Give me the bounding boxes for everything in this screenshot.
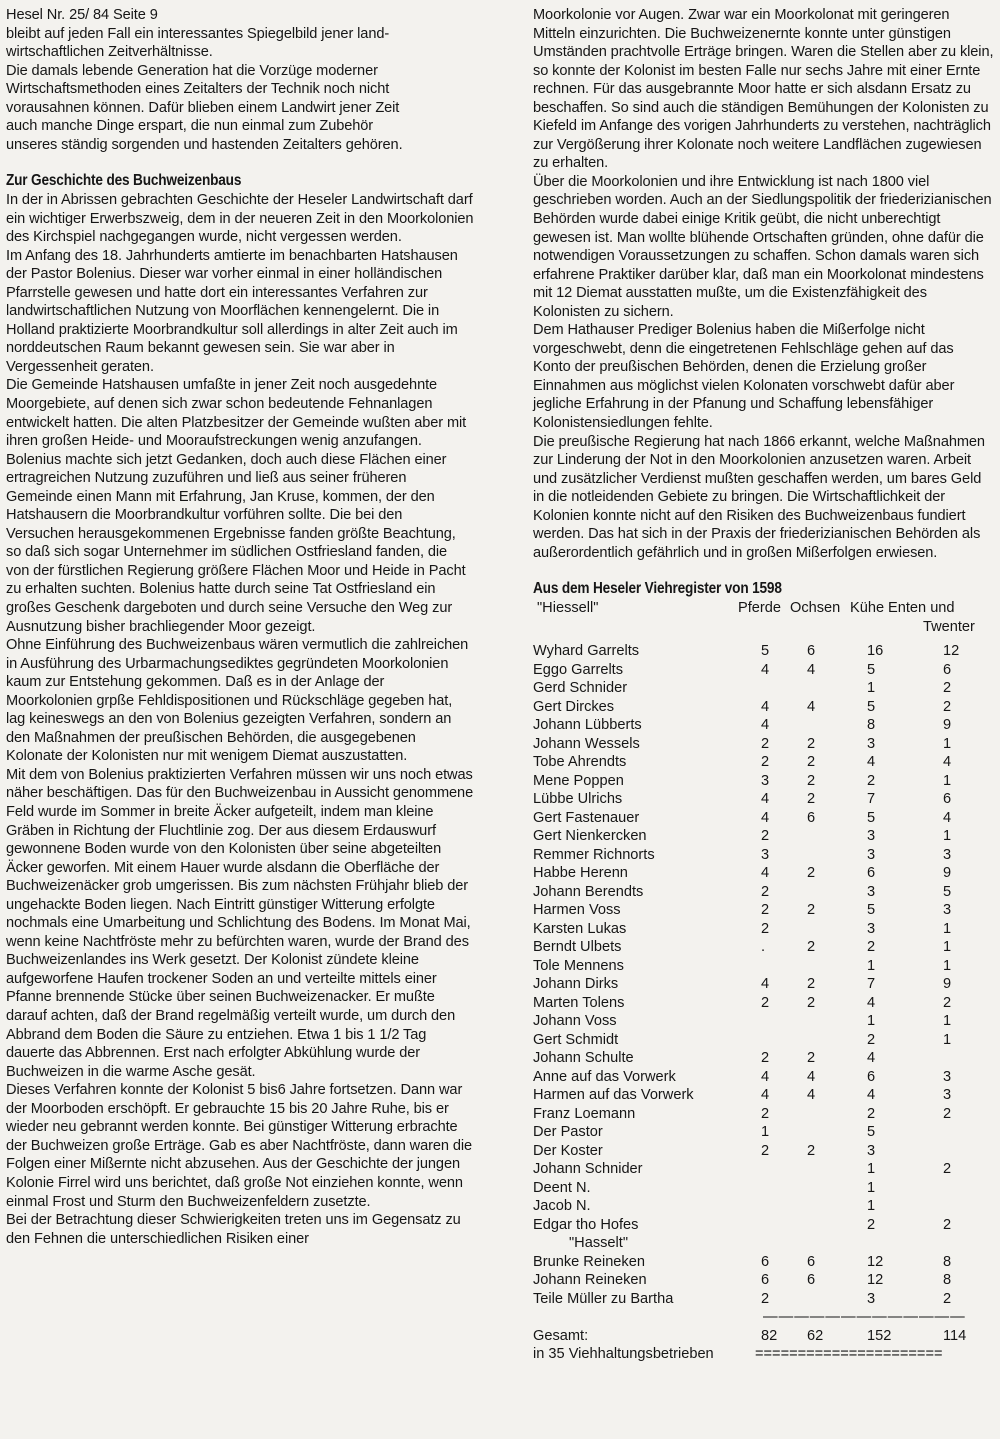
register-ochsen: 2	[807, 976, 816, 992]
register-name: Gert Nienkercken	[533, 828, 647, 844]
register-row	[533, 735, 983, 754]
register-pferde: 2	[761, 883, 770, 900]
register-kuehe: 4	[867, 1050, 876, 1066]
register-ochsen	[799, 1031, 853, 1050]
register-totals	[533, 1308, 995, 1364]
register-row	[533, 975, 983, 994]
register-pferde: 2	[761, 1105, 770, 1122]
register-row	[533, 1253, 983, 1272]
page-header: Hesel Nr. 25/ 84 Seite 9	[6, 7, 158, 23]
register-enten: 2	[943, 1216, 952, 1233]
register-pferde: .	[761, 939, 766, 955]
register-pferde: 3	[761, 772, 770, 789]
register-kuehe: 1	[867, 1013, 876, 1029]
register-ochsen: 2	[807, 994, 816, 1011]
paragraph: Die Gemeinde Hatshausen umfaßte in jener Zeit noch ausgedehnte Moorgebiete, auf denen sich zwar schon bedeutende Fehnanlagen entwickelt hatten. Die alten Platzbesitzer der Gemeinde wußten aber mit ihren großen Heide- und Mooraufstreckungen wenig anzufangen.	[6, 377, 467, 450]
register-name: Berndt Ulbets	[533, 939, 622, 955]
register-pferde	[755, 1031, 799, 1050]
paragraph: Moorkolonie vor Augen. Zwar war ein Moorkolonat mit geringeren Mitteln einzurichten. Die Buchweizenernte konnte unter günstigen Umständen prachtvolle Erträge bringen. Waren die Stellen aber zu klein, so konnte der Kolonist im besten Falle nur sechs Jahre mit einer Ernte rechnen. Für das ausgebrannte Moor hatte er sich alsdann Ersatz zu beschaffen. So sind auch die ständigen Bemühungen der Kolonisten zu Kiefeld im Anfange des vorigen Jahrhunderts zu verstehen, nachträglich zur Vergößerung ihrer Kolonate noch weitere Landflächen zugewiesen zu erhalten.	[533, 7, 994, 172]
register-kuehe: 4	[867, 1087, 876, 1103]
register-enten	[935, 1142, 983, 1161]
register-name: Karsten Lukas	[533, 920, 627, 937]
register-enten: 9	[943, 865, 952, 881]
register-kuehe: 3	[867, 920, 876, 937]
register-ochsen: 6	[807, 643, 816, 659]
register-kuehe: 5	[867, 698, 876, 715]
register-row	[533, 1105, 983, 1124]
register-kuehe: 2	[867, 772, 876, 789]
paragraph: Mit dem von Bolenius praktizierten Verfahren müssen wir uns noch etwas näher beschäftigen. Das für den Buchweizenbau in Aussicht genommene Feld wurde im Sommer in breite Äcker aufgeteilt, indem man kleine Gräben in Richtung der Fluchtlinie zog. Der aus diesem Erdauswurf gewonnene Boden wurde von den Kolonisten über seine abgeteilten Äcker geworfen. Mit einem Hauer wurde alsdann die Oberfläche der Buchweizenäcker grob umgerissen. Bis zum nächsten Frühjahr blieb der ungehackte Boden liegen. Nach Eintritt günstiger Witterung erfolgte nochmals eine Umarbeitung und Schlichtung des Bodens. Im Monat Mai, wenn keine Nachtfröste mehr zu befürchten waren, wurde der Brand des Buchweizenlandes ins Werk gesetzt. Der Kolonist zündete kleine aufgeworfene Haufen trockener Soden an und verteilte mittels einer Pfanne brennende Stücke über seinen Buchweizenacker. Er mußte darauf achten, daß der Brand regelmäßig verteilt wurde, um durch den Abbrand dem Boden die Säure zu entziehen. Etwa 1 bis 1 1/2 Tag dauerte das Abbrennen. Erst nach erfolgter Abkühlung wurde der Buchweizen in die warme Asche gesät.	[6, 766, 474, 1080]
register-pferde: 2	[761, 902, 770, 918]
register-ochsen	[799, 883, 853, 902]
register-kuehe: 7	[867, 791, 876, 807]
register-ochsen: 2	[807, 1142, 816, 1159]
total-enten: 114	[943, 1327, 967, 1344]
register-name: Der Koster	[533, 1142, 603, 1159]
register-kuehe: 3	[867, 1290, 876, 1307]
register-pferde: 1	[761, 1124, 770, 1140]
register-ochsen	[799, 716, 853, 735]
register-pferde	[755, 1160, 799, 1179]
register-name: Gerd Schnider	[533, 680, 628, 696]
register-name: Wyhard Garrelts	[533, 643, 640, 659]
register-name: Johann Voss	[533, 1013, 617, 1029]
register-kuehe: 1	[867, 680, 876, 696]
register-enten: 3	[943, 1087, 952, 1103]
paragraph: In der in Abrissen gebrachten Geschichte der Heseler Landwirtschaft darf ein wichtiger Erwerbszweig, dem in der neueren Zeit in den Moorkolonien des Kirchspiel nachgegangen wurde, nicht vergessen werden.	[6, 191, 474, 246]
register-ochsen: 2	[807, 902, 816, 918]
register-row	[533, 1031, 983, 1050]
register-ochsen: 4	[807, 661, 816, 678]
register-pferde: 2	[761, 828, 770, 844]
register-enten: 3	[943, 1068, 952, 1085]
intro-line: vorausahnen können. Dafür blieben einem Landwirt jener Zeit	[6, 99, 400, 116]
register-row	[533, 1197, 983, 1216]
register-name: Johann Dirks	[533, 976, 619, 992]
register-row	[533, 1123, 983, 1142]
register-name: Lübbe Ulrichs	[533, 791, 623, 807]
total-pferde: 82	[761, 1327, 778, 1344]
register-ochsen	[799, 1216, 853, 1235]
register-enten: 8	[943, 1253, 952, 1270]
register-enten	[935, 1197, 983, 1216]
register-kuehe: 5	[867, 902, 876, 918]
register-enten: 1	[943, 1013, 952, 1029]
paragraph: Bei der Betrachtung dieser Schwierigkeiten treten uns im Gegensatz zu den Fehnen die unterschiedlichen Risiken einer	[6, 1212, 461, 1247]
register-kuehe: 2	[867, 1031, 876, 1048]
total-ochsen: 62	[807, 1327, 824, 1344]
register-name: Johann Wessels	[533, 735, 640, 752]
register-ochsen: 2	[807, 865, 816, 881]
register-table	[533, 642, 983, 1308]
register-kuehe: 3	[867, 1142, 876, 1159]
register-kuehe: 1	[867, 957, 876, 974]
register-name: Teile Müller zu Bartha	[533, 1290, 674, 1307]
register-name: Johann Reineken	[533, 1272, 647, 1288]
register-row	[533, 716, 983, 735]
register-kuehe: 12	[867, 1272, 884, 1288]
register-row	[533, 1160, 983, 1179]
column-header-enten: Enten und	[888, 600, 955, 616]
register-pferde: 3	[761, 846, 770, 863]
register-row	[533, 901, 983, 920]
register-name: Harmen auf das Vorwerk	[533, 1087, 694, 1103]
register-ochsen: 4	[807, 1087, 816, 1103]
register-ochsen: 2	[807, 735, 816, 752]
register-pferde	[755, 1216, 799, 1235]
register-row	[533, 642, 983, 661]
register-enten: 1	[943, 1031, 952, 1048]
register-enten: 2	[943, 698, 952, 715]
register-enten: 2	[943, 1290, 952, 1307]
register-row	[533, 1012, 983, 1031]
register-enten: 4	[943, 809, 952, 826]
paragraph: Dieses Verfahren konnte der Kolonist 5 bis6 Jahre fortsetzen. Dann war der Moorboden erschöpft. Er gebrauchte 15 bis 20 Jahre Ruhe, bis er wieder neu gebrannt werden konnte. Bei günstiger Witterung erbrachte der Buchweizen große Erträge. Gab es aber Nachtfröste, dann waren die Folgen einer Mißernte nicht abzusehen. Aus der Geschichte der jungen Kolonie Firrel wird uns berichtet, daß große Not einziehen konnte, wenn einmal Frost und Sturm den Buchweizenfeldern zusetzte.	[6, 1082, 473, 1210]
register-ochsen: 2	[807, 791, 816, 807]
register-name: Tole Mennens	[533, 957, 624, 974]
register-row	[533, 957, 983, 976]
register-kuehe: 12	[867, 1253, 884, 1270]
register-enten: 1	[943, 772, 952, 789]
register-enten	[935, 1049, 983, 1068]
register-ochsen	[799, 920, 853, 939]
register-ochsen: 2	[807, 1050, 816, 1066]
register-kuehe: 2	[867, 939, 876, 955]
register-enten	[935, 1123, 983, 1142]
register-kuehe: 5	[867, 661, 876, 678]
register-kuehe: 7	[867, 976, 876, 992]
register-row	[533, 753, 983, 772]
register-pferde: 2	[761, 1142, 770, 1159]
register-name: Johann Berendts	[533, 883, 644, 900]
register-enten: 3	[943, 902, 952, 918]
register-pferde: 4	[761, 661, 770, 678]
register-kuehe: 3	[867, 883, 876, 900]
register-name: Eggo Garrelts	[533, 661, 624, 678]
column-header-ochsen: Ochsen	[790, 600, 841, 616]
register-pferde	[755, 1197, 799, 1216]
paragraph: Über die Moorkolonien und ihre Entwicklung ist nach 1800 viel geschrieben worden. Auch an der Siedlungspolitik der friederizianischen Behörden wurde dabei einige Kritik geübt, die nicht unberechtigt gewesen ist. Man wollte blühende Ortschaften gründen, ohne dafür die notwendigen Voraussetzungen zu schaffen. Schon damals waren sich erfahrene Praktiker darüber klar, daß man ein Moorkolonat mindestens mit 12 Diemat ausstatten mußte, um die Existenzfähigkeit des Kolonisten zu sichern.	[533, 173, 992, 320]
register-enten: 6	[943, 661, 952, 678]
column-header-kuehe: Kühe	[850, 600, 885, 616]
paragraph: Dem Hathauser Prediger Bolenius haben die Mißerfolge nicht vorgeschwebt, denn die eingetretenen Fehlschläge gehen auf das Konto der preußischen Behörden, denen die Erzielung großer Einnahmen aus möglichst vielen Kolonaten vorschwebt dafür aber jegliche Erfahrung in der Pfanung und Schaffung lebensfähiger Kolonistensiedlungen fehlte.	[533, 322, 955, 432]
intro-text	[6, 25, 474, 155]
register-row	[533, 1271, 983, 1290]
place-label: "Hasselt"	[569, 1235, 629, 1251]
right-column	[533, 6, 995, 1364]
column-header-twenter: Twenter	[923, 618, 975, 635]
footer-rule: ======================	[755, 1346, 943, 1362]
register-kuehe: 3	[867, 735, 876, 752]
register-row	[533, 1068, 983, 1087]
register-pferde	[755, 1012, 799, 1031]
register-pferde: 4	[761, 809, 770, 826]
register-enten: 2	[943, 1161, 952, 1177]
register-row	[533, 1049, 983, 1068]
register-enten: 2	[943, 994, 952, 1011]
register-row	[533, 679, 983, 698]
register-enten: 9	[943, 717, 952, 733]
total-rule: —————————————	[763, 1309, 966, 1325]
total-label: Gesamt:	[533, 1327, 589, 1344]
register-row	[533, 1179, 983, 1198]
register-kuehe: 4	[867, 994, 876, 1011]
paragraph: Ohne Einführung des Buchweizenbaus wären vermutlich die zahlreichen in Ausführung des Urbarmachungsediktes gegründeten Moorkolonien kaum zur Entstehung gekommen. Daß es in der Anlage der Moorkolonien grpße Fehldispositionen und Rückschläge gegeben hat, lag keineswegs an den von Bolenius gezeigten Verfahren, sondern an den Maßnahmen der preußischen Behörden, die ausgegebenen Kolonate der Kolonisten nur mit wenigem Diemat auszustatten.	[6, 637, 469, 765]
register-kuehe: 6	[867, 865, 876, 881]
register-row	[533, 827, 983, 846]
register-row	[533, 883, 983, 902]
register-row	[533, 864, 983, 883]
register-name: Johann Schnider	[533, 1161, 643, 1177]
register-name: Brunke Reineken	[533, 1253, 645, 1270]
register-name: Johann Lübberts	[533, 717, 642, 733]
register-heading: Aus dem Heseler Viehregister von 1598	[533, 580, 782, 598]
register-ochsen: 4	[807, 698, 816, 715]
intro-line: bleibt auf jeden Fall ein interessantes Spiegelbild jener land-	[6, 25, 390, 42]
register-kuehe: 2	[867, 1216, 876, 1233]
register-enten: 4	[943, 754, 952, 770]
register-ochsen: 4	[807, 1068, 816, 1085]
register-ochsen: 2	[807, 772, 816, 789]
intro-line: wirtschaftlichen Zeitverhältnisse.	[6, 44, 213, 61]
intro-line: Wirtschaftsmethoden eines Zeitalters der Technik noch nicht	[6, 81, 390, 98]
register-pferde: 2	[761, 754, 770, 770]
register-row	[533, 1086, 983, 1105]
register-pferde: 2	[761, 735, 770, 752]
register-kuehe: 3	[867, 846, 876, 863]
register-enten: 8	[943, 1272, 952, 1288]
register-name: Gert Fastenauer	[533, 809, 640, 826]
register-ochsen	[799, 679, 853, 698]
register-pferde: 2	[761, 920, 770, 937]
register-pferde: 4	[761, 1087, 770, 1103]
register-ochsen	[799, 1012, 853, 1031]
register-pferde: 2	[761, 994, 770, 1011]
register-row	[533, 938, 983, 957]
register-enten: 5	[943, 883, 952, 900]
total-kuehe: 152	[867, 1327, 892, 1344]
paragraph: Die preußische Regierung hat nach 1866 erkannt, welche Maßnahmen zur Linderung der Not in den Moorkolonien anzusetzen waren. Arbeit und zusätzlicher Verdienst mußten geschaffen werden, um bares Geld in die notleidenden Gebiete zu bringen. Die Wirtschaftlichkeit der Kolonien konnte nicht auf den Risiken des Buchweizenbaus fundiert werden. Das hat sich in der Praxis der friederizianischen Behörden als außerordentlich gefährlich und in großen Mißerfolgen erwiesen.	[533, 433, 985, 561]
register-kuehe: 6	[867, 1068, 876, 1085]
register-enten: 9	[943, 976, 952, 992]
register-name: Gert Schmidt	[533, 1031, 619, 1048]
register-enten: 1	[943, 735, 952, 752]
register-row	[533, 846, 983, 865]
register-enten	[935, 1179, 983, 1198]
register-ochsen	[799, 846, 853, 865]
register-name: Jacob N.	[533, 1198, 591, 1214]
register-name: Anne auf das Vorwerk	[533, 1068, 676, 1085]
register-enten: 2	[943, 1105, 952, 1122]
register-row	[533, 920, 983, 939]
register-name: Harmen Voss	[533, 902, 621, 918]
register-name: Edgar tho Hofes	[533, 1216, 639, 1233]
register-name: Mene Poppen	[533, 772, 624, 789]
register-ochsen: 2	[807, 754, 816, 770]
register-name: Marten Tolens	[533, 994, 625, 1011]
register-ochsen	[799, 827, 853, 846]
register-enten: 6	[943, 791, 952, 807]
register-ochsen: 2	[807, 939, 816, 955]
register-pferde: 4	[761, 791, 770, 807]
register-kuehe: 16	[867, 643, 884, 659]
paragraph: Bolenius machte sich jetzt Gedanken, doch auch diese Flächen einer ertragreichen Nutzung zuzuführen und ließ aus seiner früheren Gemeinde einen Mann mit Erfahrung, Jan Kruse, kommen, der den Hatshausern die Moorbrandkultur vorführen sollte. Die bei den Versuchen herausgekommenen Ergebnisse fanden größte Beachtung, so daß sich sogar Unternehmer im südlichen Ostfriesland fanden, die von der fürstlichen Regierung größere Flächen Moor und Heide in Pacht zu erhalten suchten. Bolenius hatte durch seine Tat Ostfriesland ein großes Geschenk dargeboten und durch seine Versuche den Weg zur Ausnutzung bisher brachliegender Moor gezeigt.	[6, 451, 466, 635]
intro-line: unseres ständig sorgenden und hastenden Zeitalters gehören.	[6, 136, 403, 153]
register-kuehe: 5	[867, 1124, 876, 1140]
place-row	[533, 1234, 983, 1253]
register-kuehe: 3	[867, 828, 876, 844]
register-ochsen	[799, 1197, 853, 1216]
register-pferde	[755, 679, 799, 698]
section-heading: Zur Geschichte des Buchweizenbaus	[6, 172, 242, 190]
column-header-pferde: Pferde	[738, 600, 781, 616]
register-ochsen	[799, 1290, 853, 1309]
register-name: Gert Dirckes	[533, 698, 615, 715]
register-kuehe: 1	[867, 1179, 876, 1196]
register-pferde: 4	[761, 698, 770, 715]
register-name: Franz Loemann	[533, 1105, 636, 1122]
register-kuehe: 1	[867, 1161, 876, 1177]
register-ochsen	[799, 957, 853, 976]
intro-line: auch manche Dinge erspart, die nun einmal zum Zubehör	[6, 118, 374, 135]
register-row	[533, 772, 983, 791]
register-kuehe: 5	[867, 809, 876, 826]
register-name: Remmer Richnorts	[533, 846, 655, 863]
register-pferde: 2	[761, 1290, 770, 1307]
register-enten: 1	[943, 957, 952, 974]
register-enten: 2	[943, 680, 952, 696]
register-pferde: 5	[761, 643, 770, 659]
register-kuehe: 2	[867, 1105, 876, 1122]
register-kuehe: 4	[867, 754, 876, 770]
register-row	[533, 1142, 983, 1161]
register-row	[533, 661, 983, 680]
left-column	[6, 6, 474, 1248]
register-kuehe: 8	[867, 717, 876, 733]
footer-label: in 35 Viehhaltungsbetrieben	[533, 1346, 714, 1362]
register-enten: 1	[943, 920, 952, 937]
register-row	[533, 1290, 983, 1309]
register-row	[533, 809, 983, 828]
register-ochsen: 6	[807, 1272, 816, 1288]
register-pferde: 2	[761, 1050, 770, 1066]
register-kuehe: 1	[867, 1198, 876, 1214]
register-pferde: 4	[761, 865, 770, 881]
register-enten: 1	[943, 828, 952, 844]
register-pferde: 6	[761, 1272, 770, 1288]
register-pferde	[755, 1179, 799, 1198]
register-ochsen	[799, 1105, 853, 1124]
register-name: Deent N.	[533, 1179, 591, 1196]
register-enten: 1	[943, 939, 952, 955]
register-row	[533, 790, 983, 809]
register-enten: 12	[943, 643, 960, 659]
paragraph: Im Anfang des 18. Jahrhunderts amtierte im benachbarten Hatshausen der Pastor Bolenius. Dieser war vorher einmal in einer holländischen Pfarrstelle gewesen und hatte dort ein interessantes Verfahren zur landwirtschaftlichen Nutzung von Moorflächen kennengelernt. Die in Holland praktizierte Moorbrandkultur soll allerdings in alter Zeit auch im norddeutschen Raum bekannt gewesen sein. Sie war aber in Vergessenheit geraten.	[6, 247, 458, 375]
register-ochsen: 6	[807, 1253, 816, 1270]
register-enten: 3	[943, 846, 952, 863]
register-ochsen	[799, 1160, 853, 1179]
register-pferde: 4	[761, 1068, 770, 1085]
register-ochsen: 6	[807, 809, 816, 826]
register-name: Tobe Ahrendts	[533, 754, 627, 770]
register-name: Johann Schulte	[533, 1050, 634, 1066]
register-column-headers	[533, 599, 995, 636]
register-row	[533, 1216, 983, 1235]
register-pferde	[755, 957, 799, 976]
place-label: "Hiessell"	[537, 600, 599, 616]
register-name: Der Pastor	[533, 1124, 603, 1140]
register-pferde: 6	[761, 1253, 770, 1270]
register-row	[533, 994, 983, 1013]
intro-line: Die damals lebende Generation hat die Vorzüge moderner	[6, 62, 378, 79]
register-pferde: 4	[761, 717, 770, 733]
register-name: Habbe Herenn	[533, 865, 628, 881]
register-ochsen	[799, 1123, 853, 1142]
register-ochsen	[799, 1179, 853, 1198]
register-row	[533, 698, 983, 717]
register-pferde: 4	[761, 976, 770, 992]
